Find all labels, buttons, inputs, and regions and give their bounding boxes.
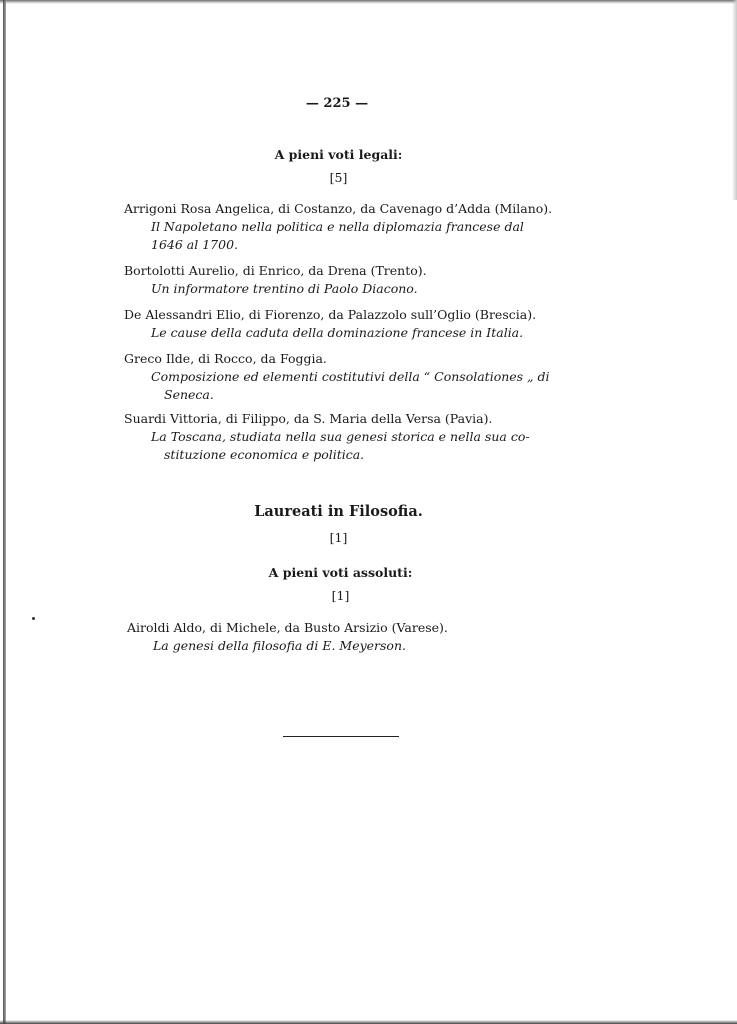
entry-name: Greco Ilde, di Rocco, da Foggia. xyxy=(124,351,327,366)
entry-thesis: La genesi della filosofia di E. Meyerson. xyxy=(153,638,406,653)
entry-thesis: La Toscana, studiata nella sua genesi storica e nella sua co- xyxy=(151,429,530,444)
entry-name: Airoldi Aldo, di Michele, da Busto Arsizio (Varese). xyxy=(127,620,448,635)
section1-heading: A pieni voti legali: xyxy=(274,147,403,162)
entry-name: Suardi Vittoria, di Filippo, da S. Maria della Versa (Pavia). xyxy=(124,411,493,426)
end-rule xyxy=(283,736,399,737)
scan-edge-top xyxy=(0,0,737,4)
scan-speck xyxy=(32,617,35,620)
entry-thesis-cont: Seneca. xyxy=(164,387,214,402)
entry-name: De Alessandri Elio, di Fiorenzo, da Palazzolo sull’Oglio (Brescia). xyxy=(124,307,537,322)
entry-thesis-cont: stituzione economica e politica. xyxy=(164,447,365,462)
entry-thesis: Il Napoletano nella politica e nella diplomazia francese dal xyxy=(151,219,524,234)
section2-heading: A pieni voti assoluti: xyxy=(268,565,413,580)
scan-edge-right xyxy=(732,0,737,200)
scan-edge-bottom xyxy=(0,1020,737,1024)
entry-thesis-cont: 1646 al 1700. xyxy=(151,237,238,252)
entry-name: Arrigoni Rosa Angelica, di Costanzo, da Cavenago d’Adda (Milano). xyxy=(124,201,553,216)
page-number: — 225 — xyxy=(305,96,369,111)
entry-thesis: Composizione ed elementi costitutivi della “ Consolationes „ di xyxy=(151,369,550,384)
section2-count: [1] xyxy=(329,530,348,545)
entry-thesis: Un informatore trentino di Paolo Diacono. xyxy=(151,281,418,296)
entry-thesis: Le cause della caduta della dominazione francese in Italia. xyxy=(151,325,524,340)
entry-name: Bortolotti Aurelio, di Enrico, da Drena (Trento). xyxy=(124,263,427,278)
section2-subcount: [1] xyxy=(331,588,350,603)
section2-title: Laureati in Filosofia. xyxy=(254,503,423,520)
section1-count: [5] xyxy=(329,170,348,185)
